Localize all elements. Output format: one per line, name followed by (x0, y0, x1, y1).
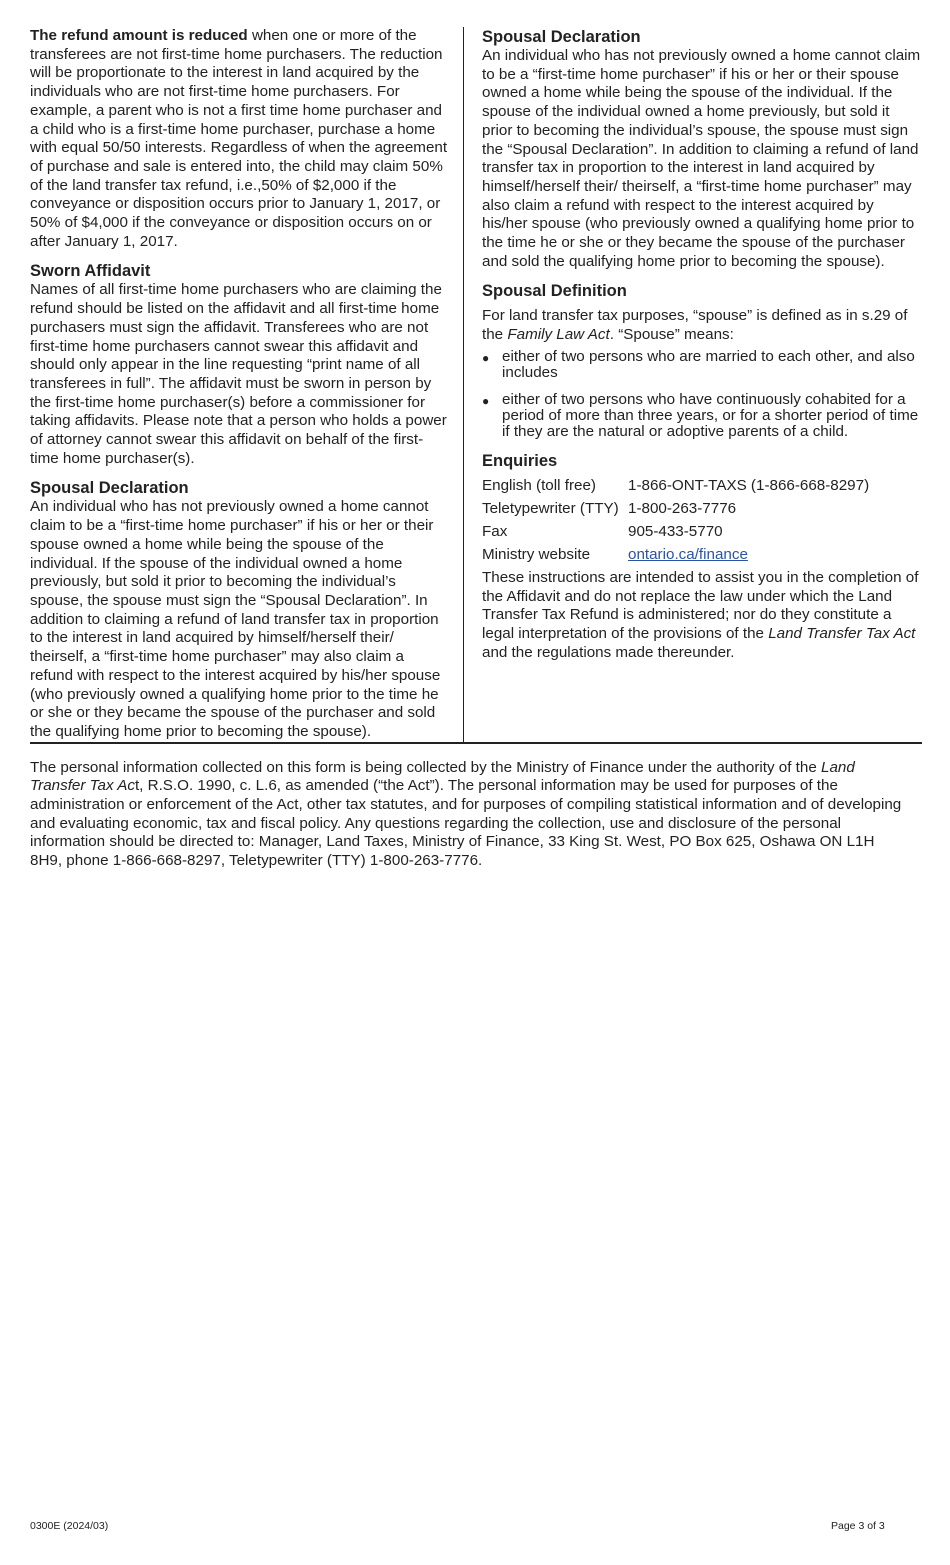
enquiry-value (628, 546, 869, 569)
privacy-notice-paragraph (30, 759, 910, 871)
right-spousal-declaration-heading: Spousal Declaration (482, 28, 641, 46)
table-row (482, 500, 869, 523)
enquiry-label: English (toll free) (482, 476, 596, 494)
refund-reduction-text: when one or more of the transferees are not first-time home purchasers. The reduction will be proportionate to the interest in land acquired by the individuals who are not first-time home purchasers. For example, a parent who is not a first time home purchaser and a child who is a first-time home purchaser, purchase a home with equal 50/50 interests. Regardless of when the agreement of purchase and sale is entered into, the child may claim 50% of the land transfer tax refund, i.e.,50% of $2,000 if the conveyance or disposition occurs prior to January 1, 2017, or 50% of $4,000 if the conveyance or disposition occurs on or after January 1, 2017. (30, 27, 448, 250)
spousal-definition-heading: Spousal Definition (482, 282, 627, 301)
instructions-text-post: and the regulations made thereunder. (482, 643, 735, 661)
enquiry-label: Ministry website (482, 545, 591, 563)
refund-reduction-paragraph (30, 27, 450, 251)
privacy-act-italic: Land Transfer Tax Ac (30, 758, 855, 795)
table-row (482, 546, 869, 569)
left-spousal-declaration-heading: Spousal Declaration (30, 479, 189, 498)
land-transfer-tax-act-italic: Land Transfer Tax Act (768, 624, 916, 642)
enquiry-label: Teletypewriter (TTY) (482, 499, 619, 517)
right-spousal-declaration-paragraph: An individual who has not previously owned a home cannot claim to be a “first-time home purchaser” if his or her or their spouse owned a home while being the spouse of the individual. If the spouse of the individual owned a home previously, but sold it prior to becoming the individual’s spouse, the spouse must sign the “Spousal Declaration”. In addition to claiming a refund of land transfer tax in proportion to the interest in land acquired by himself/herself their/ theirself, a “first-time home purchaser” may also claim a refund with respect to the interest acquired by his/her spouse (who previously owned a qualifying home prior to the time he or she or they became the spouse of the purchaser and sold the qualifying home prior to becoming the spouse). (482, 47, 921, 270)
instructions-paragraph (482, 569, 922, 663)
list-item-text: either of two persons who are married to each other, and also includes (502, 347, 915, 381)
definition-text-pre: For land transfer tax purposes, “spouse” is defined as in s.29 of the (482, 307, 908, 344)
spouse-definition-list (482, 349, 922, 440)
enquiry-value: 1-800-263-7776 (628, 499, 737, 517)
table-row (482, 477, 869, 500)
enquiry-value: 1-866-ONT-TAXS (1-866-668-8297) (628, 476, 870, 494)
enquiries-heading: Enquiries (482, 451, 558, 470)
sworn-affidavit-paragraph: Names of all first-time home purchasers who are claiming the refund should be listed on the affidavit and all first-time home purchasers must sign the affidavit. Transferees who are not first-time home purchasers cannot swear this affidavit and should only appear in the line requesting “print name of all transferees in full”. The affidavit must be sworn in person by the first-time home purchaser(s) before a commissioner for taking affidavits. Please note that a person who holds a power of attorney cannot swear this affidavit on behalf of the first-time home purchaser(s). (30, 281, 447, 467)
instructions-text-pre: These instructions are intended to assist you in the completion of the Affidavit and do not replace the law under which the Land Transfer Tax Refund is administered; nor do they constitute a legal interpretation of the provisions of the (482, 568, 919, 642)
right-column (464, 27, 922, 742)
privacy-text-post: t, R.S.O. 1990, c. L.6, as amended (“the Act”). The personal information may be used for purposes of the administration or enforcement of the Act, other tax statutes, and for purposes of compiling statistical information and of developing and evaluating economic, tax and fiscal policy. Any questions regarding the collection, use and disclosure of the personal information should be directed to: Manager, Land Taxes, Ministry of Finance, 33 King St. West, PO Box 625, Oshawa ON L1H 8H9, phone 1-866-668-8297, Teletypewriter (TTY) 1-800-263-7776. (30, 777, 902, 870)
two-column-section (30, 27, 922, 742)
enquiries-table (482, 477, 869, 569)
refund-reduction-bold: The refund amount is reduced (30, 27, 248, 44)
document-page (30, 27, 922, 871)
spousal-definition-paragraph (482, 307, 922, 344)
sworn-affidavit-heading: Sworn Affidavit (30, 262, 151, 281)
left-spousal-declaration-paragraph: An individual who has not previously owned a home cannot claim to be a “first-time home purchaser” if his or her or their spouse owned a home while being the spouse of the individual. If the spouse of the individual owned a home previously, but sold it prior to becoming the individual’s spouse, the spouse must sign the “Spousal Declaration”. In addition to claiming a refund of land transfer tax in proportion to the interest in land acquired by himself/herself their/ theirself, a “first-time home purchaser” may also claim a refund with respect to the interest acquired by his/her spouse (who previously owned a qualifying home prior to the time he or she or they became the spouse of the purchaser and sold the qualifying home prior to becoming the spouse). (30, 498, 441, 740)
bullet-icon: ● (482, 393, 490, 408)
table-row (482, 523, 869, 546)
left-column (30, 27, 464, 742)
bullet-icon: ● (482, 350, 490, 365)
list-item (482, 392, 922, 440)
page-number: Page 3 of 3 (831, 1520, 885, 1532)
enquiry-label: Fax (482, 522, 508, 540)
section-divider (30, 742, 922, 744)
privacy-text-pre: The personal information collected on this form is being collected by the Ministry of Finance under the authority of the (30, 758, 822, 776)
list-item (482, 349, 922, 381)
ministry-website-link[interactable]: ontario.ca/finance (628, 545, 748, 563)
list-item-text: either of two persons who have continuously cohabited for a period of more than three years, or for a shorter period of time if they are the natural or adoptive parents of a child. (502, 390, 919, 440)
family-law-act-italic: Family Law Act (507, 326, 610, 344)
definition-text-post: . “Spouse” means: (609, 326, 734, 344)
form-code: 0300E (2024/03) (30, 1520, 109, 1532)
enquiry-value: 905-433-5770 (628, 522, 723, 540)
